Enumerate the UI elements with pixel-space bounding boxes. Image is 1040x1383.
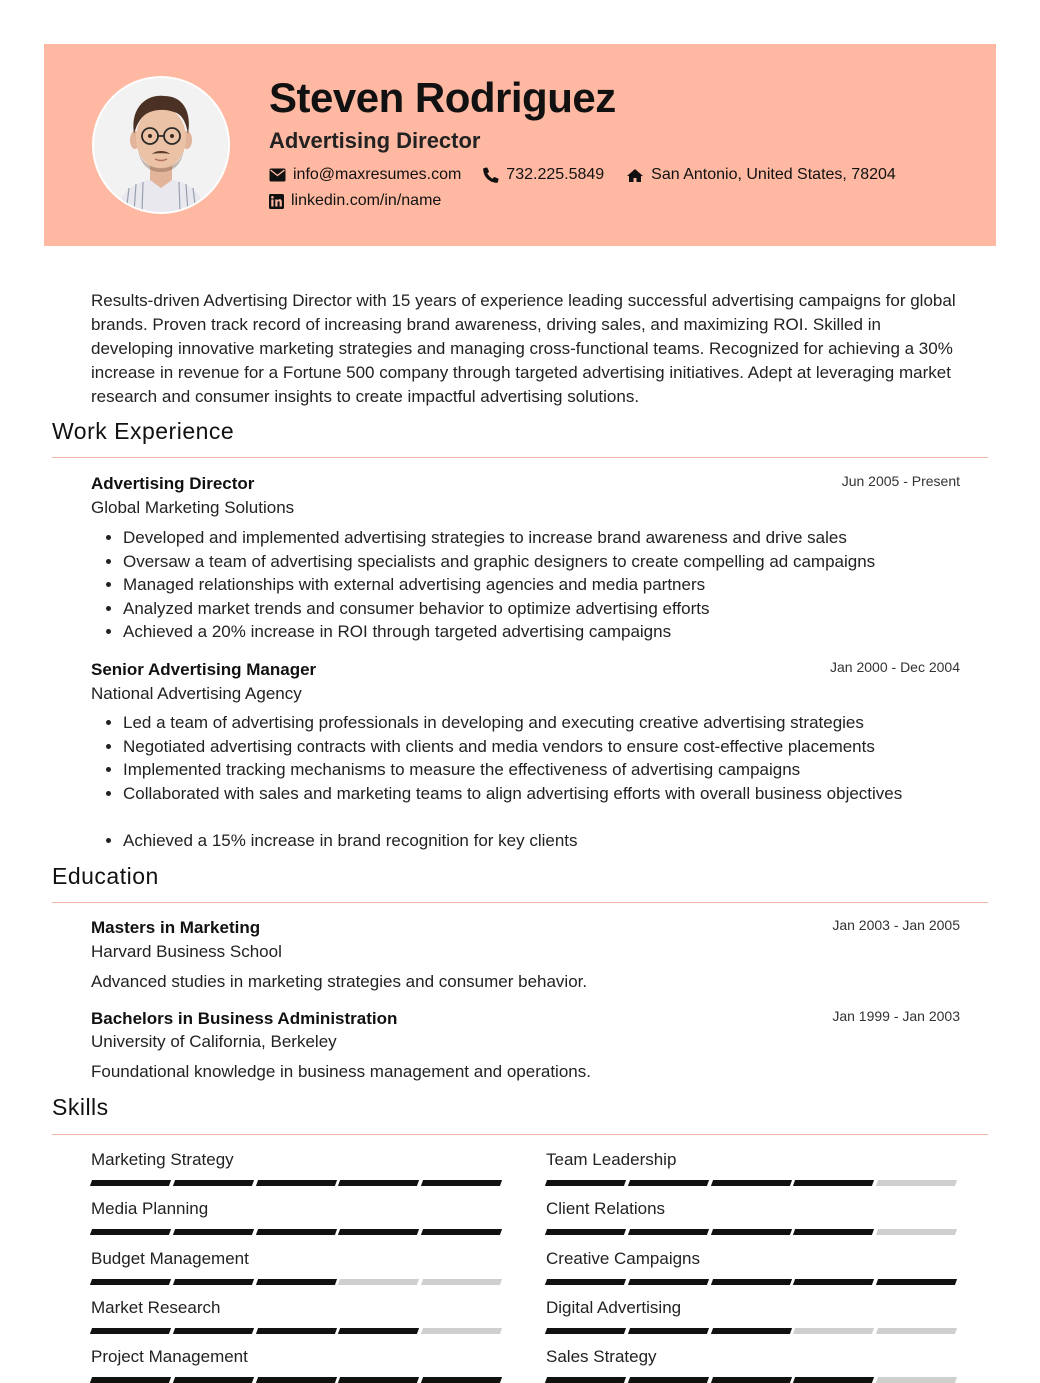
list-item: • Developed and implemented advertising strategies to increase brand awareness and drive sales [123,526,1003,550]
skill-level-bar [546,1377,960,1383]
job-title: Advertising Director [91,474,255,493]
skill-level-segment-filled [256,1229,337,1235]
skill-level-segment-filled [338,1377,419,1383]
skill-level-segment-filled [711,1279,792,1285]
skill-level-segment-filled [338,1180,419,1186]
skill-level-segment-empty [421,1279,502,1285]
skill-level-segment-empty [338,1279,419,1285]
skill-item [91,1150,505,1186]
contact-location [626,166,896,184]
linkedin-text[interactable]: linkedin.com/in/name [291,192,442,209]
envelope-icon [269,168,286,182]
skill-level-segment-filled [711,1229,792,1235]
skill-item [546,1199,960,1235]
skill-level-segment-filled [711,1180,792,1186]
skill-name: Digital Advertising [546,1297,682,1317]
skill-level-segment-filled [256,1328,337,1334]
skill-level-segment-filled [421,1180,502,1186]
list-item: • Led a team of advertising professionals in developing and executing creative advertising strategies [123,711,1003,735]
education-dates: Jan 2003 - Jan 2005 [832,917,960,933]
skill-item [91,1298,505,1334]
skill-level-segment-filled [793,1377,874,1383]
skill-level-segment-filled [173,1229,254,1235]
skill-item [91,1249,505,1285]
skill-level-segment-filled [545,1180,626,1186]
skill-level-segment-filled [90,1229,171,1235]
list-item: • Collaborated with sales and marketing teams to align advertising efforts with overall business objectives [123,782,1003,806]
skill-level-bar [91,1279,505,1285]
education-description: Advanced studies in marketing strategies and consumer behavior. [91,972,588,991]
candidate-name: Steven Rodriguez [269,74,616,121]
skill-level-segment-filled [793,1229,874,1235]
skill-item [546,1249,960,1285]
job-company: Global Marketing Solutions [91,498,295,517]
section-title-education: Education [52,863,159,889]
skill-level-bar [546,1328,960,1334]
linkedin-icon [269,194,284,209]
contact-row-secondary [269,192,463,210]
list-item: • Implemented tracking mechanisms to measure the effectiveness of advertising campaigns [123,758,1003,782]
skill-level-segment-filled [545,1229,626,1235]
skill-name: Client Relations [546,1199,666,1219]
skill-level-segment-filled [173,1377,254,1383]
skill-level-bar [546,1279,960,1285]
skill-level-segment-filled [338,1229,419,1235]
skill-name: Team Leadership [546,1150,677,1169]
skill-level-segment-filled [628,1328,709,1334]
skill-level-bar [546,1180,960,1186]
skill-level-segment-empty [876,1377,957,1383]
candidate-title: Advertising Director [269,128,481,153]
skill-level-segment-empty [793,1328,874,1334]
skill-level-segment-empty [876,1180,957,1186]
profile-photo [94,78,228,212]
skill-level-segment-filled [711,1328,792,1334]
skill-level-bar [91,1229,505,1235]
contact-linkedin[interactable] [269,192,441,210]
skill-level-segment-empty [876,1328,957,1334]
contact-phone[interactable] [483,166,604,184]
skill-level-segment-filled [793,1180,874,1186]
summary-paragraph: Results-driven Advertising Director with 15 years of experience leading successful advertising campaigns for global brands. Proven track record of increasing brand awareness, driving sales, and maximizing ROI. Skilled in developing innovative marketing strategies and managing cross-functional teams. Recognized for achieving a 30% increase in revenue for a Fortune 500 company through targeted advertising initiatives. Adept at leveraging market research and consumer insights to create impactful advertising solutions. [91,291,956,406]
job-bullets [91,526,1003,644]
section-divider-education [52,902,988,903]
skill-item [91,1199,505,1235]
skill-level-segment-filled [256,1180,337,1186]
skill-item [546,1347,960,1383]
skill-item [546,1150,960,1186]
skill-name: Market Research [91,1297,221,1317]
degree-title: Masters in Marketing [91,918,261,937]
home-icon [626,168,644,183]
skill-level-segment-filled [545,1377,626,1383]
job-bullets [91,711,1003,853]
job-title: Senior Advertising Manager [91,660,317,679]
school-name: University of California, Berkeley [91,1032,337,1051]
skill-level-segment-filled [90,1279,171,1285]
skill-level-segment-filled [628,1229,709,1235]
skill-level-segment-filled [545,1328,626,1334]
section-divider-work [52,457,988,458]
skill-name: Budget Management [91,1248,249,1268]
skill-level-segment-filled [628,1377,709,1383]
skill-level-bar [546,1229,960,1235]
school-name: Harvard Business School [91,942,282,961]
skill-level-segment-filled [338,1328,419,1334]
skill-level-segment-filled [793,1279,874,1285]
skill-level-bar [91,1377,505,1383]
skill-name: Sales Strategy [546,1347,657,1367]
person-portrait-icon [94,78,228,212]
skill-level-bar [91,1180,505,1186]
skill-level-segment-empty [421,1328,502,1334]
job-dates: Jan 2000 - Dec 2004 [830,659,960,675]
skill-level-segment-filled [173,1328,254,1334]
phone-icon [483,167,499,183]
contact-email[interactable] [269,166,461,184]
list-item: • Oversaw a team of advertising specialists and graphic designers to create compelling ad campaigns [123,550,1003,574]
skill-level-segment-filled [628,1279,709,1285]
list-item: • Negotiated advertising contracts with clients and media vendors to ensure cost-effective placements [123,735,1003,759]
skill-level-segment-filled [876,1279,957,1285]
skill-name: Creative Campaigns [546,1248,701,1268]
skill-level-segment-filled [90,1180,171,1186]
list-item: • Achieved a 20% increase in ROI through targeted advertising campaigns [123,620,1003,644]
education-description: Foundational knowledge in business management and operations. [91,1062,591,1081]
email-text[interactable]: info@maxresumes.com [293,166,462,183]
skill-name: Project Management [91,1347,248,1367]
skill-level-segment-filled [711,1377,792,1383]
skill-level-bar [91,1328,505,1334]
skill-level-segment-empty [876,1229,957,1235]
section-title-skills: Skills [52,1094,109,1120]
skill-level-segment-filled [256,1377,337,1383]
skill-name: Marketing Strategy [91,1150,234,1169]
section-title-work: Work Experience [52,418,235,444]
job-dates: Jun 2005 - Present [841,473,960,489]
section-divider-skills [52,1134,988,1135]
list-item: • Managed relationships with external advertising agencies and media partners [123,573,1003,597]
skill-level-segment-filled [173,1180,254,1186]
skill-level-segment-filled [545,1279,626,1285]
skill-level-segment-filled [421,1229,502,1235]
skill-level-segment-filled [256,1279,337,1285]
location-text: San Antonio, United States, 78204 [651,166,896,183]
skill-level-segment-filled [173,1279,254,1285]
skill-item [91,1347,505,1383]
list-item: • Analyzed market trends and consumer behavior to optimize advertising efforts [123,597,1003,621]
education-dates: Jan 1999 - Jan 2003 [832,1008,960,1024]
job-company: National Advertising Agency [91,684,302,703]
contact-row-primary [269,166,918,184]
skill-level-segment-filled [628,1180,709,1186]
list-item: • Achieved a 15% increase in brand recognition for key clients [123,829,1003,853]
skill-item [546,1298,960,1334]
resume-header [44,44,996,246]
phone-text[interactable]: 732.225.5849 [506,166,605,183]
skill-level-segment-filled [421,1377,502,1383]
skill-level-segment-filled [90,1328,171,1334]
degree-title: Bachelors in Business Administration [91,1009,398,1028]
skill-name: Media Planning [91,1199,209,1219]
skill-level-segment-filled [90,1377,171,1383]
